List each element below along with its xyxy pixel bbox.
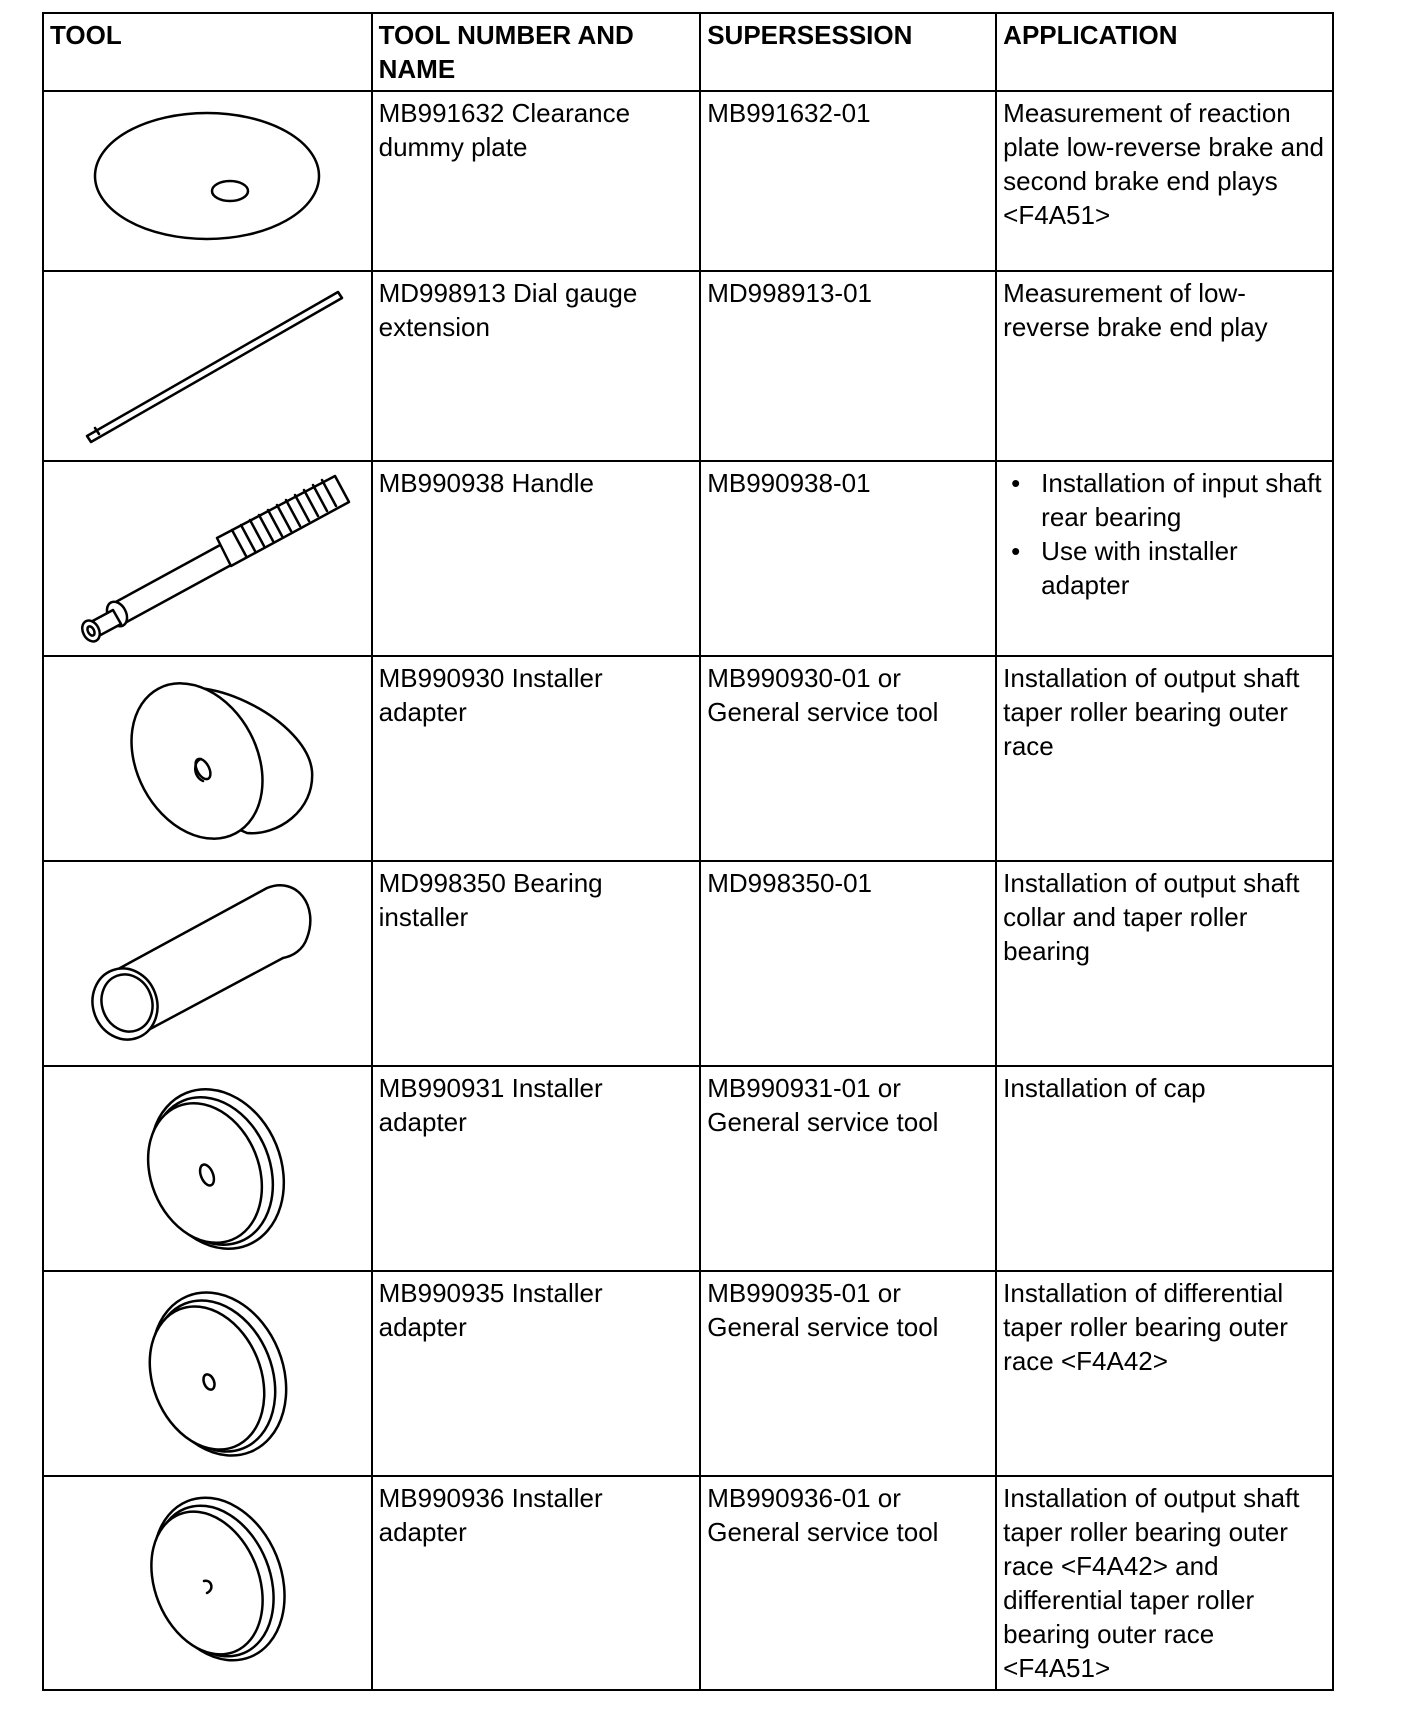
installer-adapter-icon [57, 1276, 357, 1471]
table-row [43, 1271, 1333, 1476]
header-tool: TOOL [43, 13, 372, 91]
installer-adapter-icon [57, 1481, 357, 1681]
table-row [43, 91, 1333, 271]
tool-application: Installation of output shaft collar and taper roller bearing [996, 861, 1333, 1066]
tool-supersession: MD998913-01 [700, 271, 996, 461]
tool-number-name: MB990938 Handle [372, 461, 701, 656]
tool-image-cell [43, 656, 372, 861]
tool-application: Installation of output shaft taper roller bearing outer race <F4A42> and differential taper roller bearing outer race <F4A51> [996, 1476, 1333, 1690]
tool-application: Installation of cap [996, 1066, 1333, 1271]
tool-image-cell [43, 91, 372, 271]
table-row [43, 861, 1333, 1066]
tool-application: Measurement of low-reverse brake end play [996, 271, 1333, 461]
table-row [43, 1066, 1333, 1271]
application-list [1003, 466, 1326, 602]
tool-number-name: MD998913 Dial gauge extension [372, 271, 701, 461]
table-row [43, 656, 1333, 861]
dial-gauge-extension-icon [57, 276, 357, 456]
tool-supersession: MB990936-01 or General service tool [700, 1476, 996, 1690]
installer-adapter-icon [57, 1071, 357, 1266]
table-row [43, 271, 1333, 461]
header-tool-number-name: TOOL NUMBER AND NAME [372, 13, 701, 91]
tool-image-cell [43, 861, 372, 1066]
tool-application [996, 461, 1333, 656]
tool-image-cell [43, 1271, 372, 1476]
header-application: APPLICATION [996, 13, 1333, 91]
tool-number-name: MB990935 Installer adapter [372, 1271, 701, 1476]
special-tools-table [42, 12, 1334, 1691]
tool-supersession: MB990938-01 [700, 461, 996, 656]
list-item: • Use with installer adapter [1041, 534, 1326, 602]
tool-number-name: MB990936 Installer adapter [372, 1476, 701, 1690]
tool-application: Installation of differential taper roller bearing outer race <F4A42> [996, 1271, 1333, 1476]
bearing-installer-icon [57, 866, 357, 1061]
tool-supersession: MB990930-01 or General service tool [700, 656, 996, 861]
tool-supersession: MB990935-01 or General service tool [700, 1271, 996, 1476]
tool-supersession: MD998350-01 [700, 861, 996, 1066]
tool-number-name: MB991632 Clearance dummy plate [372, 91, 701, 271]
tool-supersession: MB991632-01 [700, 91, 996, 271]
list-item: • Installation of input shaft rear bearing [1041, 466, 1326, 534]
tool-number-name: MD998350 Bearing installer [372, 861, 701, 1066]
tool-image-cell [43, 461, 372, 656]
table-row [43, 461, 1333, 656]
tool-application: Installation of output shaft taper roller bearing outer race [996, 656, 1333, 861]
header-supersession: SUPERSESSION [700, 13, 996, 91]
tool-image-cell [43, 271, 372, 461]
table-row [43, 1476, 1333, 1690]
tool-application: Measurement of reaction plate low-reverse brake and second brake end plays <F4A51> [996, 91, 1333, 271]
tool-number-name: MB990931 Installer adapter [372, 1066, 701, 1271]
tool-image-cell [43, 1066, 372, 1271]
handle-icon [57, 466, 357, 651]
header-row [43, 13, 1333, 91]
tool-supersession: MB990931-01 or General service tool [700, 1066, 996, 1271]
tool-number-name: MB990930 Installer adapter [372, 656, 701, 861]
clearance-plate-icon [57, 96, 357, 266]
installer-adapter-icon [57, 661, 357, 856]
tool-image-cell [43, 1476, 372, 1690]
